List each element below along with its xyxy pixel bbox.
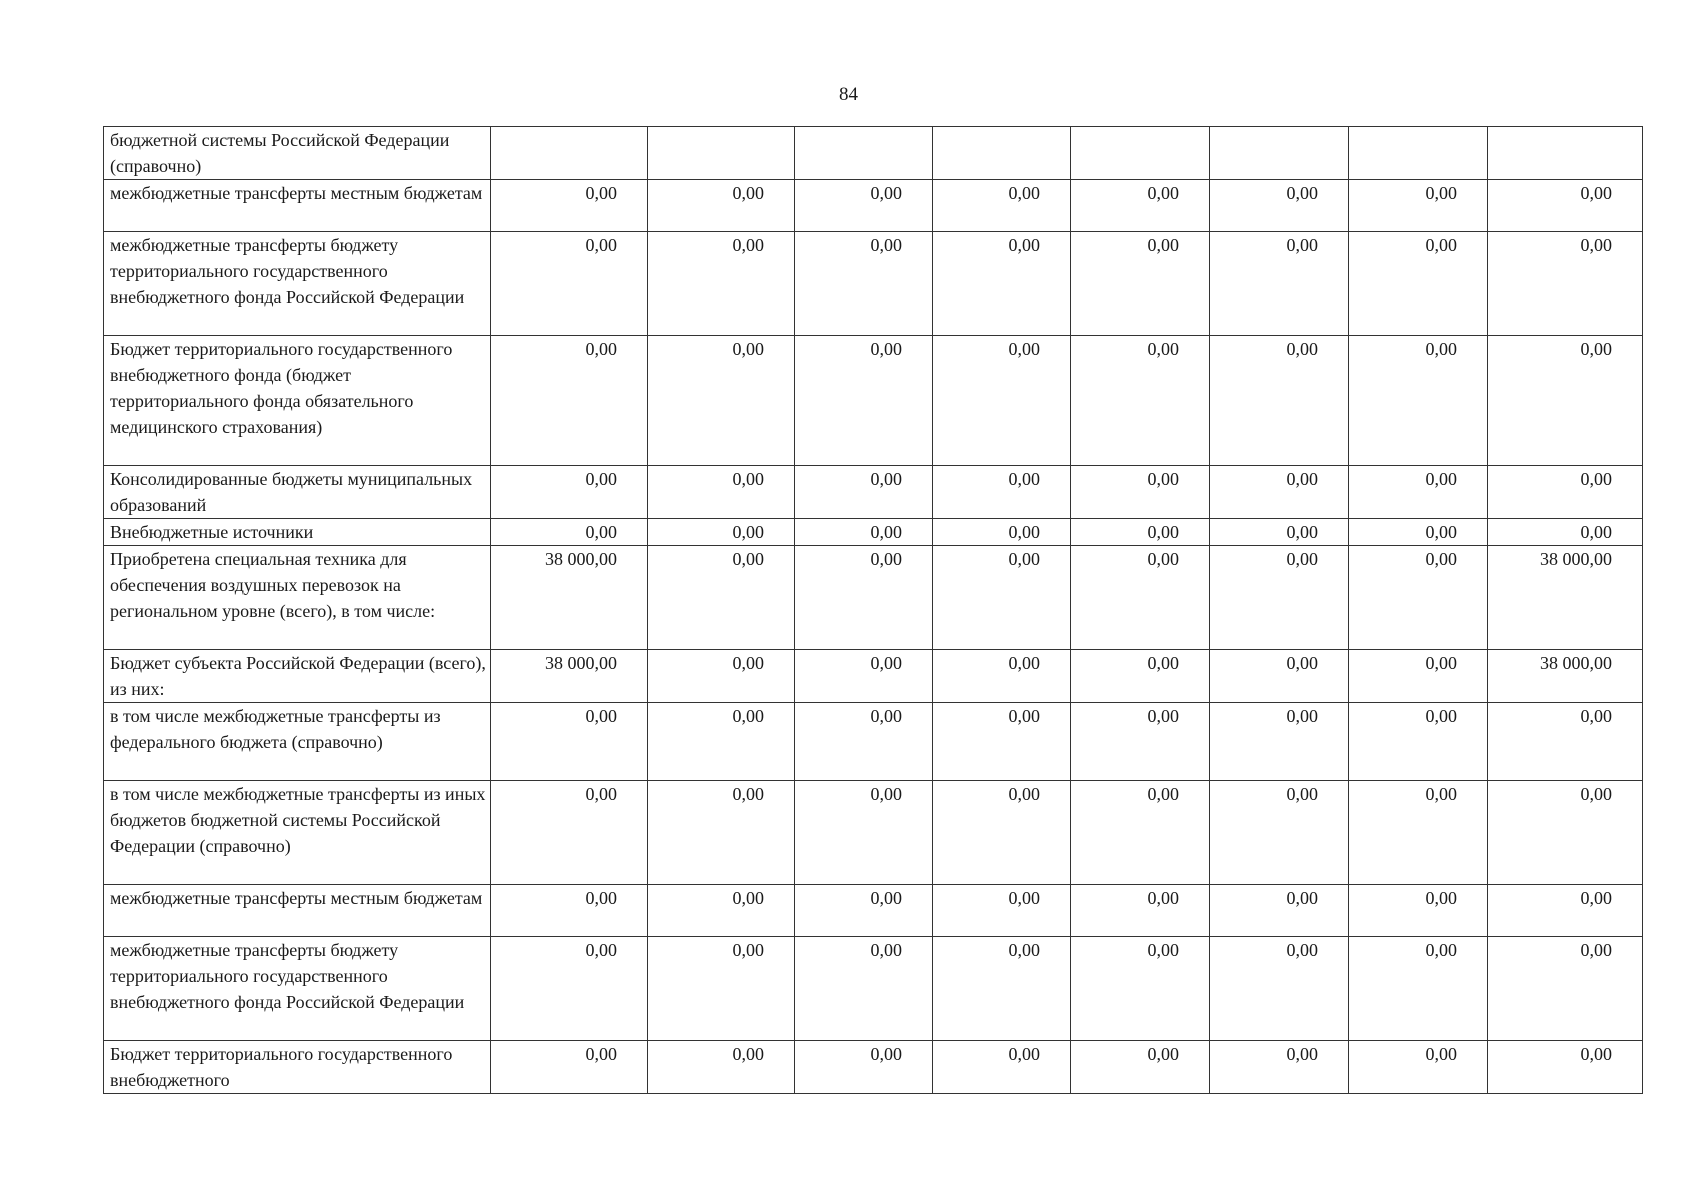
value-cell: 0,00: [491, 232, 648, 336]
value-cell: 0,00: [1349, 885, 1488, 937]
value-cell: 38 000,00: [491, 650, 648, 703]
value-cell: 0,00: [1210, 1041, 1349, 1094]
value-cell: 0,00: [1071, 180, 1210, 232]
value-cell: 0,00: [1071, 1041, 1210, 1094]
value-cell: 0,00: [648, 650, 795, 703]
value-cell: 0,00: [933, 466, 1071, 519]
row-label: Бюджет субъекта Российской Федерации (всего), из них:: [104, 650, 491, 703]
value-cell: 0,00: [795, 546, 933, 650]
value-cell: 0,00: [491, 885, 648, 937]
value-cell: [1210, 127, 1349, 180]
row-label: межбюджетные трансферты местным бюджетам: [104, 180, 491, 232]
page-number: 84: [839, 84, 858, 105]
value-cell: 0,00: [933, 232, 1071, 336]
row-label: Внебюджетные источники: [104, 519, 491, 546]
value-cell: 0,00: [1349, 703, 1488, 781]
value-cell: 0,00: [1210, 703, 1349, 781]
row-label: межбюджетные трансферты местным бюджетам: [104, 885, 491, 937]
value-cell: 0,00: [1488, 336, 1643, 466]
value-cell: 0,00: [1210, 232, 1349, 336]
value-cell: 38 000,00: [1488, 546, 1643, 650]
value-cell: 0,00: [933, 180, 1071, 232]
value-cell: 0,00: [1210, 781, 1349, 885]
value-cell: 0,00: [648, 546, 795, 650]
table-row: [104, 937, 1643, 1041]
table-row: [104, 232, 1643, 336]
value-cell: 0,00: [795, 781, 933, 885]
value-cell: [491, 127, 648, 180]
value-cell: 0,00: [795, 336, 933, 466]
value-cell: 0,00: [1488, 885, 1643, 937]
value-cell: 0,00: [1071, 650, 1210, 703]
value-cell: 0,00: [1349, 1041, 1488, 1094]
row-label: Бюджет территориального государственного внебюджетного: [104, 1041, 491, 1094]
value-cell: 0,00: [1210, 546, 1349, 650]
value-cell: [1071, 127, 1210, 180]
value-cell: 0,00: [933, 781, 1071, 885]
value-cell: 0,00: [648, 1041, 795, 1094]
value-cell: 38 000,00: [491, 546, 648, 650]
row-label: Приобретена специальная техника для обеспечения воздушных перевозок на региональном уровне (всего), в том числе:: [104, 546, 491, 650]
value-cell: 0,00: [933, 519, 1071, 546]
value-cell: 0,00: [795, 466, 933, 519]
value-cell: 0,00: [1349, 519, 1488, 546]
value-cell: 0,00: [1349, 232, 1488, 336]
row-label: Консолидированные бюджеты муниципальных образований: [104, 466, 491, 519]
value-cell: [933, 127, 1071, 180]
value-cell: 0,00: [1210, 519, 1349, 546]
value-cell: 0,00: [648, 937, 795, 1041]
value-cell: 0,00: [1210, 336, 1349, 466]
value-cell: 0,00: [1349, 180, 1488, 232]
value-cell: 0,00: [491, 1041, 648, 1094]
value-cell: 0,00: [1349, 650, 1488, 703]
value-cell: 0,00: [1071, 885, 1210, 937]
value-cell: 0,00: [491, 781, 648, 885]
value-cell: 0,00: [1071, 781, 1210, 885]
value-cell: 0,00: [1488, 781, 1643, 885]
value-cell: 0,00: [648, 703, 795, 781]
value-cell: 0,00: [1210, 650, 1349, 703]
value-cell: 0,00: [648, 180, 795, 232]
value-cell: 0,00: [795, 937, 933, 1041]
value-cell: 0,00: [1071, 232, 1210, 336]
value-cell: 0,00: [933, 885, 1071, 937]
table-row: [104, 519, 1643, 546]
table-row: [104, 180, 1643, 232]
value-cell: 0,00: [795, 1041, 933, 1094]
table-row: [104, 336, 1643, 466]
value-cell: 0,00: [1488, 466, 1643, 519]
row-label: в том числе межбюджетные трансферты из иных бюджетов бюджетной системы Российской Федерации (справочно): [104, 781, 491, 885]
value-cell: 0,00: [1488, 703, 1643, 781]
value-cell: 0,00: [1210, 937, 1349, 1041]
table-row: [104, 781, 1643, 885]
value-cell: 0,00: [795, 885, 933, 937]
table-row: [104, 1041, 1643, 1094]
value-cell: 0,00: [795, 180, 933, 232]
table-row: [104, 546, 1643, 650]
row-label: межбюджетные трансферты бюджету территориального государственного внебюджетного фонда Российской Федерации: [104, 232, 491, 336]
row-label: в том числе межбюджетные трансферты из федерального бюджета (справочно): [104, 703, 491, 781]
value-cell: 0,00: [1071, 703, 1210, 781]
value-cell: 0,00: [795, 703, 933, 781]
value-cell: 0,00: [491, 180, 648, 232]
row-label: Бюджет территориального государственного внебюджетного фонда (бюджет территориального фонда обязательного медицинского страхования): [104, 336, 491, 466]
value-cell: 0,00: [1488, 519, 1643, 546]
value-cell: 0,00: [933, 650, 1071, 703]
value-cell: [1488, 127, 1643, 180]
value-cell: 0,00: [1349, 466, 1488, 519]
value-cell: 0,00: [1071, 336, 1210, 466]
value-cell: 0,00: [1488, 232, 1643, 336]
value-cell: 0,00: [1349, 937, 1488, 1041]
value-cell: 38 000,00: [1488, 650, 1643, 703]
value-cell: 0,00: [1488, 180, 1643, 232]
value-cell: 0,00: [491, 466, 648, 519]
value-cell: [1349, 127, 1488, 180]
value-cell: 0,00: [1488, 1041, 1643, 1094]
value-cell: 0,00: [1349, 336, 1488, 466]
value-cell: 0,00: [1349, 781, 1488, 885]
row-label: бюджетной системы Российской Федерации (справочно): [104, 127, 491, 180]
value-cell: 0,00: [795, 650, 933, 703]
table-body: [104, 127, 1643, 1094]
value-cell: [795, 127, 933, 180]
value-cell: 0,00: [933, 937, 1071, 1041]
value-cell: 0,00: [648, 336, 795, 466]
value-cell: 0,00: [933, 703, 1071, 781]
value-cell: 0,00: [491, 519, 648, 546]
value-cell: [648, 127, 795, 180]
value-cell: 0,00: [933, 546, 1071, 650]
table-row: [104, 650, 1643, 703]
value-cell: 0,00: [1210, 180, 1349, 232]
value-cell: 0,00: [491, 336, 648, 466]
budget-table: [103, 126, 1643, 1094]
value-cell: 0,00: [648, 232, 795, 336]
value-cell: 0,00: [648, 466, 795, 519]
value-cell: 0,00: [648, 519, 795, 546]
table-row: [104, 127, 1643, 180]
value-cell: 0,00: [648, 885, 795, 937]
value-cell: 0,00: [1488, 937, 1643, 1041]
table-row: [104, 466, 1643, 519]
value-cell: 0,00: [1349, 546, 1488, 650]
value-cell: 0,00: [1210, 466, 1349, 519]
value-cell: 0,00: [491, 703, 648, 781]
value-cell: 0,00: [795, 519, 933, 546]
value-cell: 0,00: [1071, 937, 1210, 1041]
value-cell: 0,00: [491, 937, 648, 1041]
value-cell: 0,00: [795, 232, 933, 336]
value-cell: 0,00: [933, 1041, 1071, 1094]
table-row: [104, 703, 1643, 781]
value-cell: 0,00: [1071, 519, 1210, 546]
table-row: [104, 885, 1643, 937]
value-cell: 0,00: [648, 781, 795, 885]
value-cell: 0,00: [933, 336, 1071, 466]
value-cell: 0,00: [1210, 885, 1349, 937]
value-cell: 0,00: [1071, 466, 1210, 519]
value-cell: 0,00: [1071, 546, 1210, 650]
row-label: межбюджетные трансферты бюджету территориального государственного внебюджетного фонда Российской Федерации: [104, 937, 491, 1041]
